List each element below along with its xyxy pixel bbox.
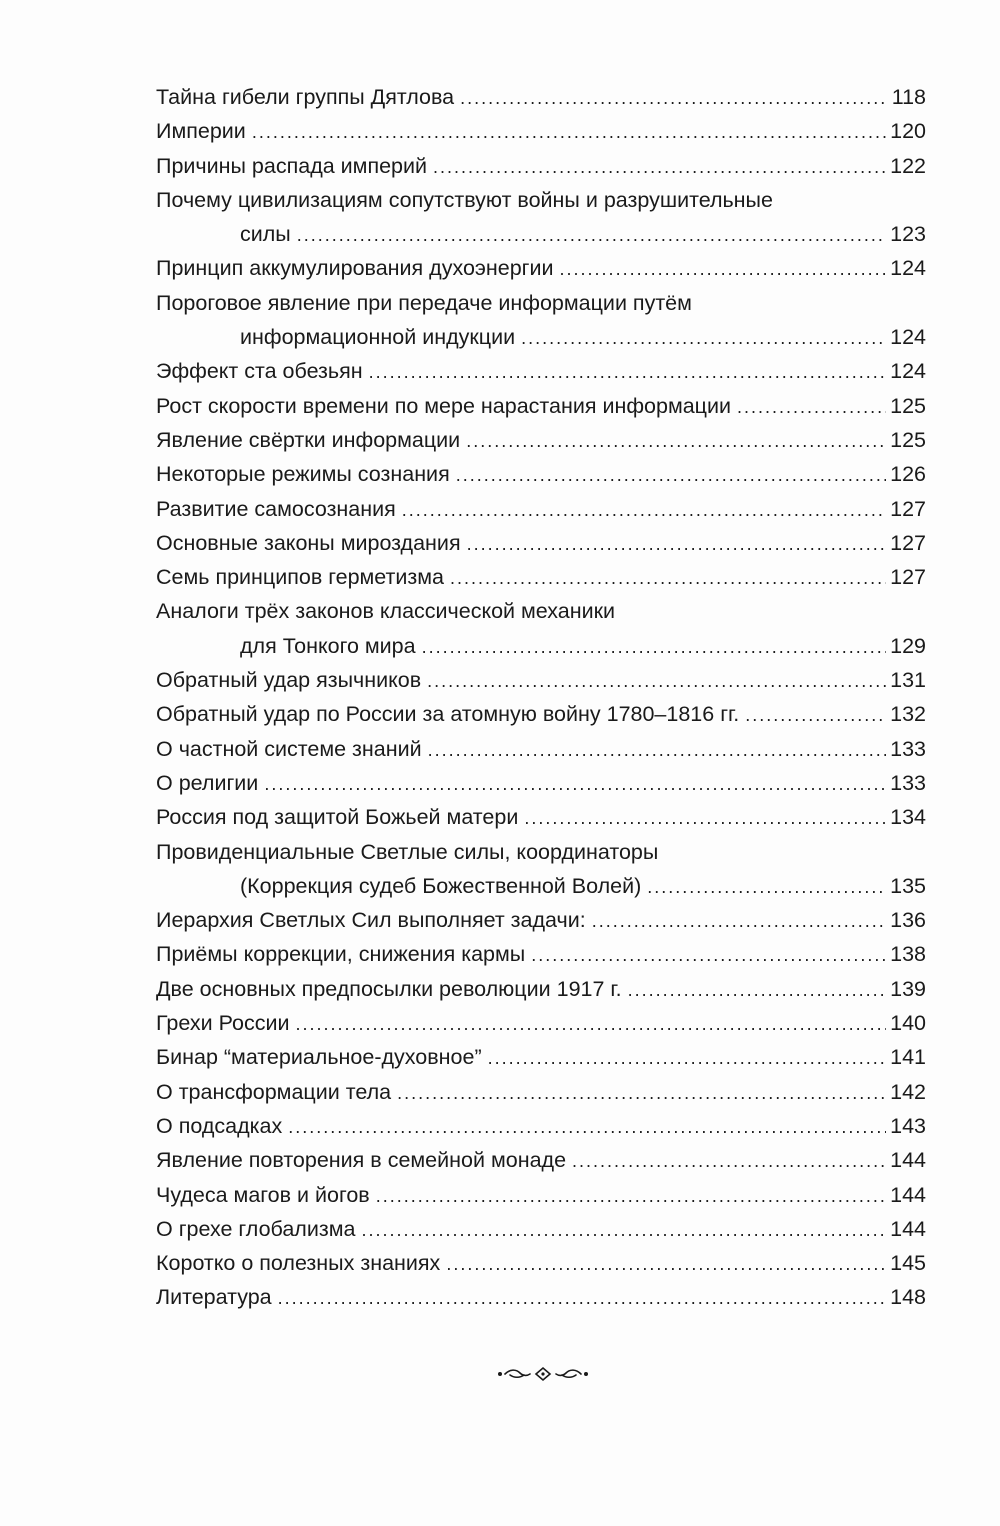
toc-entry[interactable] [156, 937, 926, 971]
toc-entry[interactable] [156, 1075, 926, 1109]
toc-entry-line [156, 526, 926, 560]
toc-page-number: 145 [890, 1251, 926, 1276]
dot-leader [422, 733, 886, 766]
toc-entry-title: Обратный удар по России за атомную войну 1780–1816 гг. [156, 702, 740, 727]
toc-entry-line [156, 114, 926, 148]
dot-leader [444, 561, 886, 594]
toc-entry[interactable] [156, 1109, 926, 1143]
dot-leader [246, 115, 886, 148]
toc-entry-line [156, 1178, 926, 1212]
toc-page-number: 139 [890, 976, 926, 1001]
toc-page-number: 140 [890, 1011, 926, 1036]
toc-entry-line [156, 1075, 926, 1109]
toc-entry[interactable] [156, 423, 926, 457]
toc-page-number: 127 [890, 530, 926, 555]
toc-entry-title: О грехе глобализма [156, 1216, 356, 1241]
toc-entry[interactable] [156, 1246, 926, 1280]
dot-leader [622, 973, 886, 1006]
fleuron-divider-icon [496, 1366, 590, 1382]
toc-entry-title: Чудеса магов и йогов [156, 1182, 370, 1207]
toc-entry[interactable] [156, 800, 926, 834]
toc-page-number: 131 [890, 668, 926, 693]
toc-entry-line [156, 1143, 926, 1177]
toc-page-number: 144 [890, 1216, 926, 1241]
toc-page-number: 136 [890, 908, 926, 933]
toc-entry-line [156, 320, 926, 354]
toc-entry[interactable] [156, 183, 926, 252]
toc-entry-title: Тайна гибели группы Дятлова [156, 85, 455, 109]
toc-entry-line [156, 354, 926, 388]
toc-entry-title: Пороговое явление при передаче информации путём [156, 290, 692, 315]
dot-leader [272, 1281, 886, 1314]
dot-leader [450, 458, 886, 491]
toc-page-number: 141 [890, 1045, 926, 1070]
toc-entry[interactable] [156, 1212, 926, 1246]
toc-entry-title: Иерархия Светлых Сил выполняет задачи: [156, 908, 586, 933]
toc-page-number: 132 [890, 702, 926, 727]
toc-page-number: 120 [890, 119, 926, 144]
toc-entry-line [156, 1212, 926, 1246]
toc-page-number: 124 [890, 359, 926, 384]
toc-entry-title: Принцип аккумулирования духоэнергии [156, 256, 554, 281]
toc-entry-title: Почему цивилизациям сопутствуют войны и разрушительные [156, 187, 773, 212]
toc-entry-line [156, 389, 926, 423]
toc-entry-title: О частной системе знаний [156, 736, 422, 761]
dot-leader [289, 1007, 886, 1040]
toc-entry[interactable] [156, 560, 926, 594]
toc-entry[interactable] [156, 457, 926, 491]
toc-entry-line [156, 560, 926, 594]
toc-entry[interactable] [156, 251, 926, 285]
dot-leader [291, 218, 886, 251]
toc-page-number: 134 [890, 805, 926, 830]
dot-leader [391, 1076, 886, 1109]
table-of-contents [156, 80, 926, 1315]
toc-entry-title: информационной индукции [240, 325, 516, 350]
toc-entry[interactable] [156, 732, 926, 766]
toc-entry-title: О трансформации тела [156, 1079, 392, 1104]
toc-entry-line [156, 1006, 926, 1040]
toc-page-number: 127 [890, 496, 926, 521]
toc-entry-line [156, 732, 926, 766]
dot-leader [482, 1041, 886, 1074]
toc-page-number: 126 [890, 462, 926, 487]
toc-entry-title: для Тонкого мира [240, 633, 416, 658]
toc-entry-title: Провиденциальные Светлые силы, координаторы [156, 839, 659, 864]
toc-entry-line [156, 766, 926, 800]
toc-entry-title: Бинар “материальное-духовное” [156, 1045, 482, 1070]
toc-entry-title: Империи [156, 119, 246, 144]
toc-entry[interactable] [156, 149, 926, 183]
toc-entry-line [156, 800, 926, 834]
toc-page-number: 133 [890, 770, 926, 795]
toc-entry-line [156, 903, 926, 937]
toc-entry[interactable] [156, 354, 926, 388]
dot-leader [396, 493, 886, 526]
toc-page-number: 124 [890, 256, 926, 281]
toc-entry[interactable] [156, 1143, 926, 1177]
toc-entry[interactable] [156, 663, 926, 697]
toc-entry-title: Эффект ста обезьян [156, 359, 363, 384]
dot-leader [421, 664, 886, 697]
toc-page-number: 133 [890, 736, 926, 761]
toc-entry-line [156, 697, 926, 731]
toc-entry-title: Аналоги трёх законов классической механики [156, 599, 616, 624]
dot-leader [460, 424, 886, 457]
toc-entry[interactable] [156, 766, 926, 800]
toc-entry-title: Явление повторения в семейной монаде [156, 1148, 567, 1173]
toc-entry-line [156, 1246, 926, 1280]
toc-page-number: 144 [890, 1148, 926, 1173]
toc-entry[interactable] [156, 80, 926, 114]
toc-entry-line [156, 149, 926, 183]
toc-entry-title: Рост скорости времени по мере нарастания информации [156, 393, 732, 418]
toc-entry-line [156, 937, 926, 971]
toc-entry-title: Явление свёртки информации [156, 427, 461, 452]
toc-entry-line-continued [156, 594, 926, 628]
toc-entry[interactable] [156, 1280, 926, 1314]
dot-leader [461, 527, 886, 560]
toc-page-number: 127 [890, 565, 926, 590]
dot-leader [566, 1144, 886, 1177]
toc-entry-line [156, 251, 926, 285]
toc-entry[interactable] [156, 526, 926, 560]
toc-entry[interactable] [156, 903, 926, 937]
dot-leader [731, 390, 886, 423]
toc-entry[interactable] [156, 972, 926, 1006]
toc-entry-line [156, 972, 926, 1006]
toc-page-number: 123 [890, 222, 926, 247]
toc-page-number: 124 [890, 325, 926, 350]
toc-page-number: 144 [890, 1182, 926, 1207]
toc-entry-line [156, 629, 926, 663]
toc-entry[interactable] [156, 1006, 926, 1040]
toc-entry-line-continued [156, 183, 926, 217]
toc-entry-title: Грехи России [156, 1011, 290, 1036]
toc-page-number: 143 [890, 1113, 926, 1138]
toc-entry-line-continued [156, 835, 926, 869]
toc-entry-title: О подсадках [156, 1113, 283, 1138]
toc-entry-title: Развитие самосознания [156, 496, 396, 521]
dot-leader [454, 81, 886, 114]
dot-leader [282, 1110, 886, 1143]
toc-entry[interactable] [156, 697, 926, 731]
dot-leader [258, 767, 886, 800]
dot-leader [641, 870, 886, 903]
toc-entry-title: Семь принципов герметизма [156, 565, 445, 590]
toc-entry-line [156, 1109, 926, 1143]
toc-entry-line [156, 663, 926, 697]
toc-entry-title: Приёмы коррекции, снижения кармы [156, 942, 526, 967]
toc-entry-title: силы [240, 222, 291, 247]
dot-leader [370, 1179, 886, 1212]
toc-page-number: 118 [891, 85, 926, 109]
toc-entry[interactable] [156, 594, 926, 663]
toc-page-number: 125 [890, 393, 926, 418]
toc-entry[interactable] [156, 114, 926, 148]
toc-entry[interactable] [156, 286, 926, 355]
toc-entry-title: Причины распада империй [156, 153, 428, 178]
toc-page-number: 142 [890, 1079, 926, 1104]
toc-entry[interactable] [156, 492, 926, 526]
toc-entry-title: О религии [156, 770, 259, 795]
toc-entry-title: Коротко о полезных знаниях [156, 1251, 441, 1276]
dot-leader [363, 355, 886, 388]
toc-entry[interactable] [156, 1178, 926, 1212]
toc-entry-title: Обратный удар язычников [156, 668, 422, 693]
toc-entry-title: Две основных предпосылки революции 1917 г. [156, 976, 622, 1001]
toc-page-number: 135 [890, 873, 926, 898]
toc-entry-line [156, 1040, 926, 1074]
toc-entry[interactable] [156, 835, 926, 904]
dot-leader [427, 150, 886, 183]
toc-entry-line [156, 1280, 926, 1314]
toc-page-number: 122 [890, 153, 926, 178]
toc-entry-line [156, 217, 926, 251]
toc-entry-title: Некоторые режимы сознания [156, 462, 450, 487]
toc-page-number: 125 [890, 427, 926, 452]
dot-leader [586, 904, 886, 937]
toc-page-number: 129 [890, 633, 926, 658]
toc-entry-line [156, 869, 926, 903]
toc-entry-line [156, 80, 926, 114]
dot-leader [518, 801, 886, 834]
dot-leader [355, 1213, 886, 1246]
toc-page-number: 148 [890, 1285, 926, 1310]
toc-entry-line [156, 423, 926, 457]
toc-entry-title: Основные законы мироздания [156, 530, 461, 555]
dot-leader [416, 630, 886, 663]
dot-leader [525, 938, 886, 971]
dot-leader [739, 698, 886, 731]
dot-leader [440, 1247, 886, 1280]
toc-entry-line [156, 457, 926, 491]
toc-entry-title: Литература [156, 1285, 272, 1310]
toc-entry-line-continued [156, 286, 926, 320]
toc-entry-title: Россия под защитой Божьей матери [156, 805, 519, 830]
toc-entry-title: (Коррекция судеб Божественной Волей) [240, 873, 642, 898]
toc-entry[interactable] [156, 389, 926, 423]
dot-leader [554, 252, 886, 285]
toc-entry[interactable] [156, 1040, 926, 1074]
toc-page-number: 138 [890, 942, 926, 967]
toc-entry-line [156, 492, 926, 526]
dot-leader [515, 321, 886, 354]
